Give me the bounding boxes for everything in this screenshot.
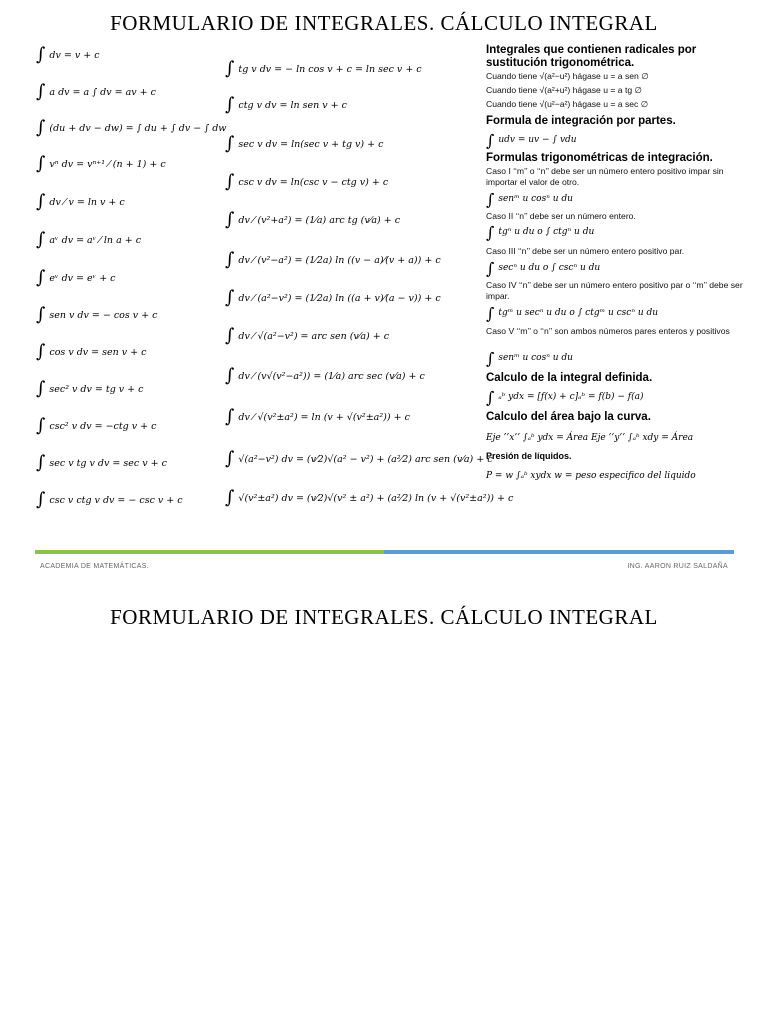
formula (225, 404, 410, 430)
partes-formula (486, 129, 577, 151)
integral-icon: ∫ (225, 209, 235, 230)
formula (36, 227, 141, 253)
area-heading: Calculo del área bajo la curva. (486, 411, 651, 423)
formula (225, 485, 513, 511)
integral-icon: ∫ (225, 287, 235, 308)
integral-icon: ∫ (225, 171, 235, 192)
formula (36, 339, 146, 365)
integral-icon: ∫ (36, 341, 46, 362)
formula (36, 302, 157, 328)
caso-formula (486, 222, 594, 242)
page-title: FORMULARIO DE INTEGRALES. CÁLCULO INTEGRAL (110, 11, 658, 35)
formula (36, 413, 156, 439)
formula (225, 247, 441, 273)
formula-text: dv ⁄ (v√(v²−a²)) = (1⁄a) arc sec (v⁄a) + c (238, 370, 425, 382)
formula (225, 446, 493, 472)
caso-text: Caso II ‘‘n’’ debe ser un número entero. (486, 211, 636, 221)
footer-divider-green (35, 550, 384, 554)
formula-text: aᵛ dv = aᵛ ⁄ ln a + c (49, 234, 142, 246)
formula-text: dv ⁄ (v²+a²) = (1⁄a) arc tg (v⁄a) + c (238, 214, 401, 226)
formula-text: vⁿ dv = vⁿ⁺¹ ⁄ (n + 1) + c (49, 158, 166, 170)
formula-text: secⁿ u du o ∫ cscⁿ u du (498, 263, 601, 273)
trig-heading: Formulas trigonométricas de integración. (486, 152, 713, 164)
formula (36, 450, 167, 476)
integral-icon: ∫ (36, 191, 46, 212)
formula (225, 169, 388, 195)
formula-text: √(a²−v²) dv = (v⁄2)√(a² − v²) + (a²⁄2) arc sen (v⁄a) + c (238, 453, 493, 465)
integral-icon: ∫ (36, 304, 46, 325)
formula-text: dv = v + c (49, 49, 100, 61)
footer-academy: ACADEMIA DE MATEMÁTICAS. (40, 563, 149, 570)
integral-icon: ∫ (486, 387, 495, 407)
formula-text: csc v ctg v dv = − csc v + c (49, 494, 183, 506)
footer-author: ING. AARON RUIZ SALDAÑA (627, 563, 728, 570)
caso-formula (486, 258, 600, 278)
integral-icon: ∫ (36, 81, 46, 102)
formula-text: sen v dv = − cos v + c (49, 309, 158, 321)
integral-icon: ∫ (225, 406, 235, 427)
formula-text: sec² v dv = tg v + c (49, 383, 144, 395)
formula-text: dv ⁄ (a²−v²) = (1⁄2a) ln ((a + v)⁄(a − v)) + c (238, 292, 441, 304)
formula-text: ₐᵇ ydx = [f(x) + c]ₐᵇ = f(b) − f(a) (498, 392, 644, 402)
formula-text: sec v dv = ln(sec v + tg v) + c (238, 138, 384, 150)
radicales-heading: Integrales que contienen radicales por sustitución trigonométrica. (486, 44, 697, 69)
integral-icon: ∫ (225, 133, 235, 154)
formula-text: Eje ’’x’’ ∫ₐᵇ ydx = Área Eje ’’y’’ ∫ₐᵇ xdy = Área (486, 433, 694, 443)
formula (36, 42, 100, 68)
integral-icon: ∫ (36, 452, 46, 473)
integral-icon: ∫ (225, 94, 235, 115)
formula-text: csc v dv = ln(csc v − ctg v) + c (238, 176, 389, 188)
caso-text: Caso III ‘‘n’’ debe ser un número entero positivo par. (486, 246, 685, 256)
integral-icon: ∫ (36, 378, 46, 399)
integral-icon: ∫ (225, 58, 235, 79)
definida-formula (486, 386, 643, 408)
integral-icon: ∫ (486, 130, 495, 150)
formula (36, 79, 156, 105)
presion-heading: Presión de líquidos. (486, 451, 572, 461)
integral-icon: ∫ (486, 258, 495, 278)
integral-icon: ∫ (486, 189, 495, 209)
formula-text: sec v tg v dv = sec v + c (49, 457, 167, 469)
formula-text: eᵛ dv = eᵛ + c (49, 272, 116, 284)
formula (225, 131, 383, 157)
formula (225, 323, 389, 349)
formula-text: csc² v dv = −ctg v + c (49, 420, 157, 432)
formula (225, 285, 441, 311)
area-formula (486, 426, 693, 450)
formula (225, 56, 422, 82)
integral-icon: ∫ (486, 348, 495, 368)
caso-formula (486, 189, 573, 209)
formula-text: tgᵐ u secⁿ u du o ∫ ctgᵐ u cscⁿ u du (498, 308, 659, 318)
formula (225, 363, 425, 389)
formula-text: (du + dv − dw) = ∫ du + ∫ dv − ∫ dw (49, 122, 227, 134)
integral-icon: ∫ (36, 415, 46, 436)
formula (36, 265, 116, 291)
radical-rule: Cuando tiene √(u²−a²) hágase u = a sec ∅ (486, 99, 649, 109)
footer-divider-blue (384, 550, 734, 554)
integral-icon: ∫ (36, 489, 46, 510)
integral-icon: ∫ (36, 44, 46, 65)
formula-text: P = w ∫ₐᵇ xydx w = peso especifico del liquido (486, 471, 696, 481)
formula (225, 92, 347, 118)
integral-icon: ∫ (36, 267, 46, 288)
formula (36, 151, 166, 177)
integral-icon: ∫ (225, 325, 235, 346)
partes-heading: Formula de integración por partes. (486, 115, 676, 127)
formula (36, 115, 226, 141)
integral-icon: ∫ (225, 487, 235, 508)
definida-heading: Calculo de la integral definida. (486, 372, 653, 384)
formula-text: tg v dv = − ln cos v + c = ln sec v + c (238, 63, 422, 75)
formula-text: udv = uv − ∫ vdu (498, 135, 577, 145)
integral-icon: ∫ (36, 117, 46, 138)
integral-icon: ∫ (225, 448, 235, 469)
integral-icon: ∫ (486, 303, 495, 323)
formula-text: dv ⁄ (v²−a²) = (1⁄2a) ln ((v − a)⁄(v + a)) + c (238, 254, 441, 266)
formula (36, 189, 125, 215)
formula (36, 487, 183, 513)
caso-text: Caso V ‘‘m’’ o ‘‘n’’ son ambos números pares enteros y positivos (486, 326, 730, 336)
caso-formula (486, 303, 658, 323)
radical-rule: Cuando tiene √(a²−u²) hágase u = a sen ∅ (486, 71, 649, 81)
formula (225, 207, 400, 233)
caso-formula (486, 348, 573, 368)
integral-icon: ∫ (36, 153, 46, 174)
integral-icon: ∫ (225, 365, 235, 386)
formula-text: tgⁿ u du o ∫ ctgⁿ u du (498, 227, 595, 237)
radical-rule: Cuando tiene √(a²+u²) hágase u = a tg ∅ (486, 85, 643, 95)
formula-text: dv ⁄ √(v²±a²) = ln (v + √(v²±a²)) + c (238, 411, 410, 423)
formula-text: dv ⁄ v = ln v + c (49, 196, 125, 208)
integral-icon: ∫ (36, 229, 46, 250)
formula-text: dv ⁄ √(a²−v²) = arc sen (v⁄a) + c (238, 330, 390, 342)
caso-text: Caso IV ‘‘n’’ debe ser un número entero positivo par o ‘‘m’’ debe ser impar. (486, 280, 743, 301)
formula-text: √(v²±a²) dv = (v⁄2)√(v² ± a²) + (a²⁄2) ln (v + √(v²±a²)) + c (238, 492, 514, 504)
caso-text: Caso I ‘‘m’’ o ‘‘n’’ debe ser un número entero positivo impar sin importar el valor de otro. (486, 166, 724, 187)
formula (36, 376, 143, 402)
integral-icon: ∫ (486, 222, 495, 242)
page-title-second: FORMULARIO DE INTEGRALES. CÁLCULO INTEGRAL (110, 605, 658, 629)
formula-text: ctg v dv = ln sen v + c (238, 99, 347, 111)
formula-text: senᵐ u cosⁿ u du (498, 353, 573, 363)
presion-formula (486, 464, 696, 488)
formula-text: a dv = a ∫ dv = av + c (49, 86, 156, 98)
integral-icon: ∫ (225, 249, 235, 270)
formula-text: cos v dv = sen v + c (49, 346, 147, 358)
formula-text: senᵐ u cosⁿ u du (498, 194, 573, 204)
